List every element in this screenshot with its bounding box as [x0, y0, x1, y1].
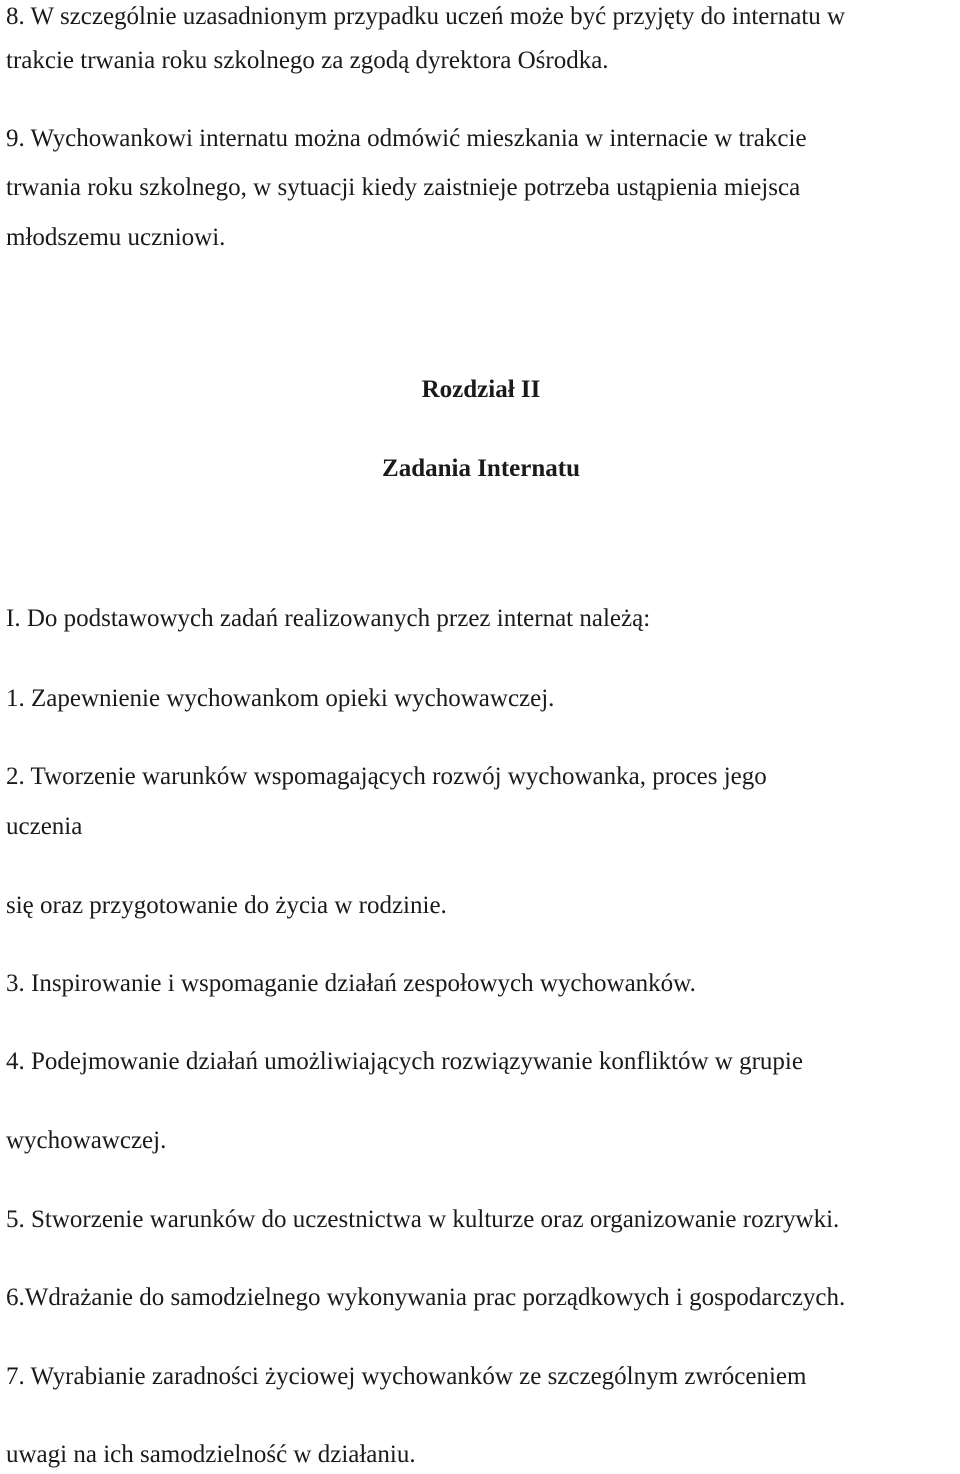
list-item-6: 6.Wdrażanie do samodzielnego wykonywania prac porządkowych i gospodarczych.: [6, 1284, 846, 1311]
paragraph-9-line-3: młodszemu uczniowi.: [6, 224, 226, 251]
list-item-7-line-2: uwagi na ich samodzielność w działaniu.: [6, 1441, 416, 1468]
list-item-4-line-2: wychowawczej.: [6, 1127, 167, 1154]
paragraph-8-line-2: trakcie trwania roku szkolnego za zgodą dyrektora Ośrodka.: [6, 47, 609, 74]
list-item-3: 3. Inspirowanie i wspomaganie działań zespołowych wychowanków.: [6, 970, 696, 997]
list-item-2-line-1: 2. Tworzenie warunków wspomagających rozwój wychowanka, proces jego: [6, 763, 767, 790]
list-item-5: 5. Stworzenie warunków do uczestnictwa w kulturze oraz organizowanie rozrywki.: [6, 1206, 840, 1233]
list-item-4-line-1: 4. Podejmowanie działań umożliwiających rozwiązywanie konfliktów w grupie: [6, 1048, 803, 1075]
section-intro: I. Do podstawowych zadań realizowanych przez internat należą:: [6, 605, 651, 632]
list-item-7-line-1: 7. Wyrabianie zaradności życiowej wychowanków ze szczególnym zwróceniem: [6, 1363, 807, 1390]
list-item-2-line-3: się oraz przygotowanie do życia w rodzinie.: [6, 892, 447, 919]
chapter-number: Rozdział II: [421, 376, 541, 403]
list-item-2-line-2: uczenia: [6, 813, 83, 840]
list-item-1: 1. Zapewnienie wychowankom opieki wychowawczej.: [6, 685, 555, 712]
chapter-title: Zadania Internatu: [382, 455, 580, 482]
paragraph-8-line-1: 8. W szczególnie uzasadnionym przypadku uczeń może być przyjęty do internatu w: [6, 3, 846, 30]
paragraph-9-line-2: trwania roku szkolnego, w sytuacji kiedy zaistnieje potrzeba ustąpienia miejsca: [6, 174, 801, 201]
paragraph-9-line-1: 9. Wychowankowi internatu można odmówić mieszkania w internacie w trakcie: [6, 125, 807, 152]
